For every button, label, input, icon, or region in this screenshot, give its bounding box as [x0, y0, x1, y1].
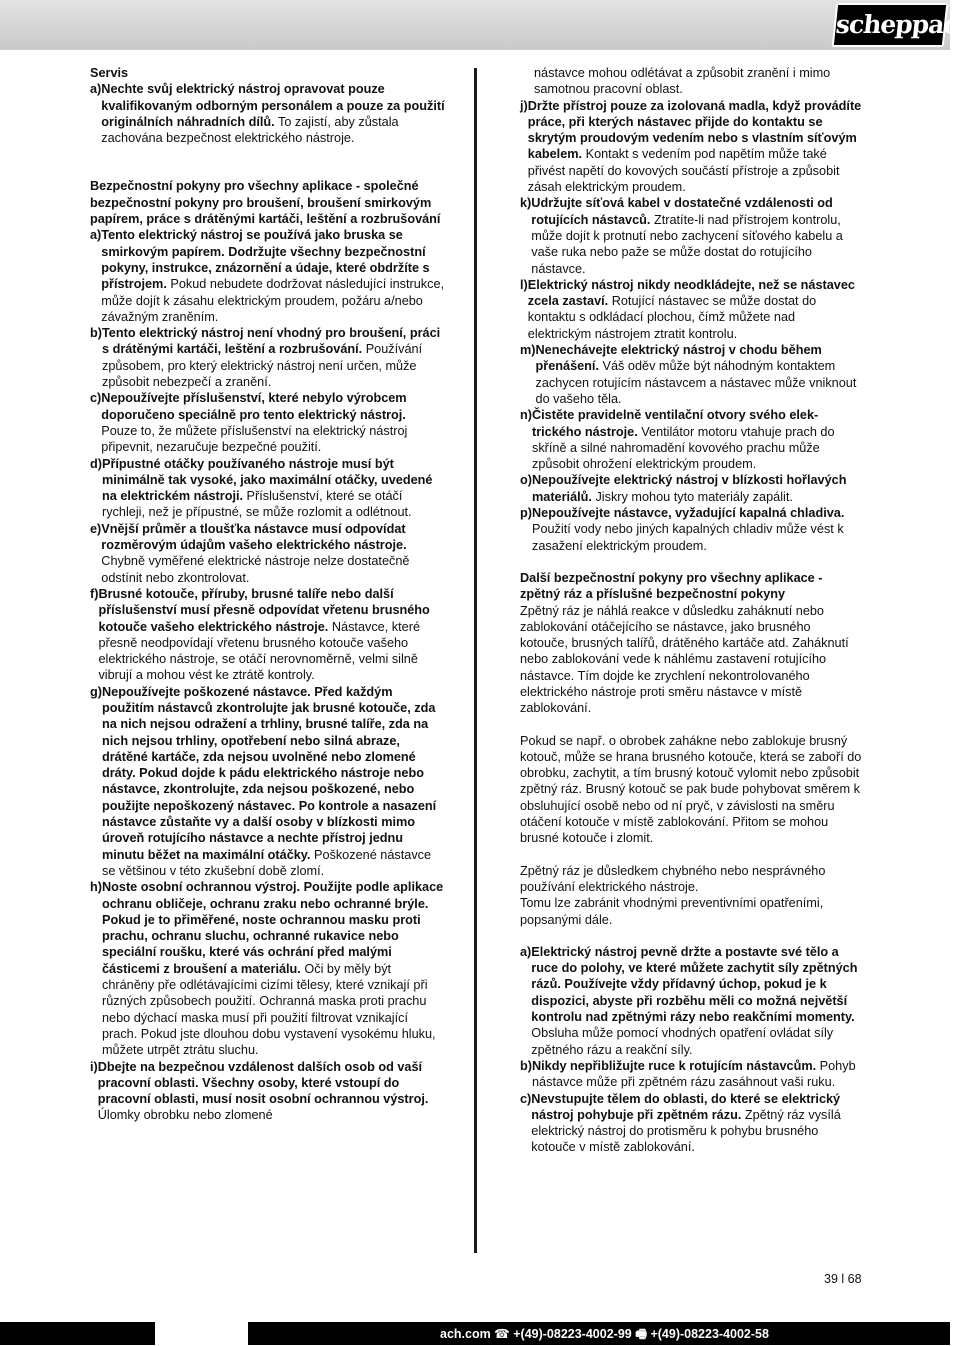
section-heading: Bezpečnostní pokyny pro všechny aplikace - společné bezpečnostní pokyny pro broušení, broušení smirkovým papírem, práce s drátěnými kartáči, leštění a rozbrušování: [90, 179, 441, 227]
item-body: [532, 472, 862, 505]
item-text: Obsluha může pomocí vhodných opatření ovládat síly zpětného rázu a reakční síly.: [531, 1026, 834, 1057]
item-bold-text: Čistěte pravidelně ventilační otvory svého elektrického nástroje.: [531, 408, 819, 439]
column-divider: [474, 68, 477, 1253]
item-text: Ztratíte-li nad přístrojem kontrolu, může dojít k protnutí nebo zachycení síťového kabelu a vaše ruka nebo paže se může dostat do rotujícího nástavce.: [531, 212, 843, 276]
footer-contact: ach.com ☎ +(49)-08223-4002-99 🖷 +(49)-08223-4002-58: [440, 1327, 769, 1341]
item-body: [531, 944, 862, 1058]
list-item: [90, 456, 445, 521]
item-bold-text: Nikdy nepřibližujte ruce k rotujícím nástavcům.: [531, 1058, 817, 1073]
item-bold-text: Brusné kotouče, příruby, brusné talíře nebo další příslušenství musí přesně odpovídat vřetenu brusného kotouče vašeho elektrického nástroje.: [98, 586, 430, 634]
item-body: [532, 407, 862, 472]
item-body: [102, 456, 445, 521]
item-text: Úlomky obrobku nebo zlomené: [97, 1108, 273, 1123]
left-column: [90, 65, 445, 1124]
continuation-text: nástavce mohou odlétávat a způsobit zranění i mimo samotnou pracovní oblast.: [534, 66, 831, 97]
item-text: Chybně vyměřené elektrické nástroje nelze dostatečně odstínit nebo zkontrolovat.: [101, 554, 410, 585]
footer-bar: [0, 1322, 950, 1345]
item-bold-text: Elektrický nástroj nikdy neodkládejte, než se nástavec zcela zastaví.: [527, 277, 855, 309]
list-item: [520, 1091, 862, 1156]
paragraph: Tomu lze zabránit vhodnými preventivními opatřeními, popsanými dále.: [520, 896, 824, 927]
item-label: c): [520, 1091, 532, 1106]
item-text: Pokud nebudete dodržovat následující instrukce, může dojít k zásahu elektrickým proudem, požáru a/nebo závažným zraněním.: [101, 277, 445, 324]
list-item: [520, 407, 862, 472]
item-text: Oči by měly být chráněny pře odlétávajícími cizími tělesy, které vznikají při různých způsobech použití. Ochranná maska proti prachu nebo dýchací maska musí při použití filtrovat vznikající prach. Pokud jste dlouhou dobu vystavení vysokému hluku, můžete utrpět ztrátu sluchu.: [101, 961, 436, 1058]
item-text: Zpětný ráz vysílá elektrický nástroj do protisměru k pohybu brusného kotouče v místě zablokování.: [531, 1107, 841, 1155]
item-bold-text: Udržujte síťová kabel v dostatečné vzdálenosti od rotujících nástavců.: [531, 196, 833, 227]
item-label: p): [520, 506, 532, 521]
item-body: [528, 98, 862, 196]
item-bold-text: Nepoužívejte elektrický nástroj v blízkosti hořlavých materiálů.: [531, 473, 847, 504]
item-body: [102, 325, 445, 390]
item-body: [531, 195, 862, 276]
item-text: Kontakt s vedením pod napětím může také přivést napětí do kovových součástí přístroje a způsobit zásah elektrickým proudem.: [527, 147, 840, 195]
item-bold-text: Nepoužívejte příslušenství, které nebylo výrobcem doporučeno speciálně pro tento elektrický nástroj.: [101, 391, 407, 422]
list-item: [90, 1059, 445, 1124]
list-item: [520, 472, 862, 505]
item-bold-text: Vnější průměr a tloušťka nástavce musí odpovídat rozměrovým údajům vašeho elektrického nástroje.: [101, 521, 407, 553]
right-column: [520, 65, 862, 1156]
list-item: [520, 98, 862, 196]
item-body: [98, 1059, 445, 1124]
item-bold-text: Noste osobní ochrannou výstroj. Použijte podle aplikace ochranu obličeje, ochranu zraku nebo ochranné brýle. Pokud je to přiměřené, noste ochrannou masku proti prachu, ochranu sluchu, ochranné rukavice nebo speciální roušku, které vás ochrání před malými částicemi z broušení a materiálu.: [101, 880, 444, 976]
item-body: [532, 505, 862, 554]
item-body: [98, 586, 445, 684]
paragraph: Zpětný ráz je důsledkem chybného nebo nesprávného používání elektrického nástroje.: [520, 863, 826, 894]
item-text: Ventilátor motoru vtahuje prach do skříně a silné nahromadění kovového prachu může způsobit ohrožení elektrickým proudem.: [531, 424, 835, 472]
item-bold-text: Nechte svůj elektrický nástroj opravovat pouze kvalifikovaným odborným personálem a pouze za použití originálních náhradních dílů.: [101, 82, 445, 129]
item-body: [102, 684, 445, 880]
servis-item-a: [90, 81, 445, 146]
list-item: [90, 325, 445, 390]
item-label: a): [90, 228, 102, 243]
item-bold-text: Nevstupujte tělem do oblasti, do které se elektrický nástroj pohybuje při zpětném rázu.: [531, 1091, 841, 1122]
paragraph: Zpětný ráz je náhlá reakce v důsledku zaháknutí nebo zablokování otáčejícího se nástavce, jako brusného kotouče, brusných talířů, drátěného kartáče atd. Zaháknutí nebo zablokování vede k náhlému zastavení rotujícího nástavce. Tím dojde ke zrychlení nekontrolovaného elektrického nástroje proti směru nástavce v místě zablokování.: [520, 603, 849, 716]
item-text: Poškozené nástavce se většinou v této zkušební době zlomí.: [101, 847, 432, 878]
item-text: Používání způsobem, pro který elektrický nástroj není určen, může způsobit nebezpečí a zranění.: [101, 342, 423, 390]
item-label: l): [520, 277, 528, 292]
item-body: [536, 342, 862, 407]
item-bold-text: Nepoužívejte poškozené nástavce. Před každým použitím nástavců zkontrolujte jak brusné kotouče, zda na nich nejsou odražení a trhliny, brusné talíře, zda na nich nejsou trhliny, opotřebení nebo silná abraze, drátěné kartáče, zda nejsou uvolněné nebo zlomené dráty. Pokud dojde k pádu elektrického nástroje nebo nástavce, zkontrolujte, zda nejsou poškozené, nebo použijte nepoškozený nástavec. Po kontrole a nasazení nástavce zůstaňte vy a další osoby v blízkosti mimo úroveň rotujícího nástavce a nechte přístroj jednu minutu běžet na maximální otáčky.: [101, 684, 437, 862]
section-heading: Další bezpečnostní pokyny pro všechny aplikace - zpětný ráz a příslušné bezpečnostní pokyny: [520, 570, 823, 602]
header-bar: [0, 0, 977, 50]
item-body: [531, 1091, 862, 1156]
item-bold-text: Nenechávejte elektrický nástroj v chodu během přenášení.: [535, 343, 822, 374]
item-body: [101, 390, 445, 455]
item-text: Příslušenství, které se otáčí rychleji, než je přípustné, se může rozlomit a odlétnout.: [101, 489, 412, 520]
item-label: o): [520, 473, 532, 488]
item-label: a): [520, 944, 532, 959]
item-label: a): [90, 82, 102, 97]
footer-white-block: [155, 1322, 248, 1345]
item-body: [101, 81, 445, 146]
item-bold-text: Přípustné otáčky používaného nástroje musí být minimálně tak vysoké, jako maximální otáčky, uvedené na elektrickém nástroji.: [101, 456, 433, 504]
item-label: g): [90, 684, 102, 699]
item-label: f): [90, 586, 99, 601]
list-item: [90, 227, 445, 325]
item-bold-text: Elektrický nástroj pevně držte a postavte své tělo a ruce do polohy, ve které můžete zachytit síly zpětných rázů. Používejte vždy přídavný úchop, pokud je k dispozici, abyste při rozběhu měli co možná největší kontrolu nad zpětnými rázy nebo reakčními momenty.: [531, 944, 858, 1025]
item-label: b): [90, 326, 102, 341]
list-item: [90, 879, 445, 1058]
item-text: Pohyb nástavce může při zpětném rázu zasáhnout vaši ruku.: [531, 1058, 856, 1090]
list-item: [520, 944, 862, 1058]
item-label: b): [520, 1058, 532, 1073]
list-item: [520, 1058, 862, 1091]
list-item: [90, 586, 445, 684]
list-item: [90, 390, 445, 455]
item-body: [101, 521, 445, 586]
item-label: c): [90, 391, 102, 406]
item-label: m): [520, 343, 536, 358]
paragraph: Pokud se např. o obrobek zahákne nebo zablokuje brusný kotouč, může se hrana brusného kotouče, která se zaboří do obrobku, zachytit, a tím brusný kotouč vylomit nebo způsobit zpětný ráz. Brusný kotouč se pak bude pohybovat směrem k obsluhující osobě nebo od ní pryč, v závislosti na směru otáčení kotouče v místě zablokování. Přitom se mohou brusné kotouče i zlomit.: [520, 733, 862, 846]
item-bold-text: Nepoužívejte nástavce, vyžadující kapalná chladiva.: [531, 506, 845, 521]
item-text: Rotující nástavec se může dostat do kontaktu s odkládací plochou, čímž můžete nad elektrickým nástrojem ztratit kontrolu.: [527, 294, 817, 341]
servis-heading: Servis: [90, 66, 129, 80]
item-body: [101, 227, 445, 325]
page-number: 39 l 68: [824, 1272, 862, 1286]
list-item: [520, 342, 862, 407]
item-text: Nástavce, které přesně neodpovídají vřetenu brusného kotouče vašeho elektrického nástroje, se otáčí nerovnoměrně, velmi silně vibrují a mohou vést ke ztrátě kontroly.: [98, 619, 420, 683]
item-text: Použití vody nebo jiných kapalných chladiv může vést k zasažení elektrickým proudem.: [531, 522, 844, 553]
list-item: [90, 521, 445, 586]
scheppach-logo: scheppach: [832, 3, 949, 47]
list-item: [90, 684, 445, 880]
item-label: h): [90, 880, 102, 895]
item-body: [528, 277, 862, 342]
item-label: j): [520, 98, 528, 113]
list-item: [520, 195, 862, 276]
item-text: Pouze to, že můžete příslušenství na elektrický nástroj připevnit, nezaručuje bezpečné použití.: [101, 423, 408, 455]
item-text: To zajistí, aby zůstala zachována bezpečnost elektrického nástroje.: [101, 114, 399, 146]
item-body: [102, 879, 445, 1058]
item-label: e): [90, 521, 102, 536]
item-label: k): [520, 196, 532, 211]
item-label: i): [90, 1059, 98, 1074]
list-item: [520, 277, 862, 342]
item-bold-text: Držte přístroj pouze za izolovaná madla, když provádíte práce, při kterých nástavec přijde do kontaktu se skrytým proudovým vedením nebo s vlastním síťovým kabelem.: [527, 98, 862, 162]
item-label: n): [520, 408, 532, 423]
item-body: [532, 1058, 862, 1091]
item-bold-text: Dbejte na bezpečnou vzdálenost dalších osob od vaší pracovní oblasti. Všechny osoby, které vstoupí do pracovní oblasti, musí nosit osobní ochrannou výstroj.: [97, 1059, 429, 1107]
item-label: d): [90, 456, 102, 471]
item-bold-text: Tento elektrický nástroj není vhodný pro broušení, práci s drátěnými kartáči, leštění a rozbrušování.: [101, 326, 441, 357]
item-text: Váš oděv může být náhodným kontaktem zachycen rotujícím nástavcem a nástavec může vniknout do vašeho těla.: [535, 359, 857, 406]
list-item: [520, 505, 862, 554]
item-bold-text: Tento elektrický nástroj se používá jako bruska se smirkovým papírem. Dodržujte všechny bezpečnostní pokyny, instrukce, znázornění a údaje, které obdržíte s přístrojem.: [101, 228, 430, 292]
item-text: Jiskry mohou tyto materiály zapálit.: [591, 489, 793, 504]
